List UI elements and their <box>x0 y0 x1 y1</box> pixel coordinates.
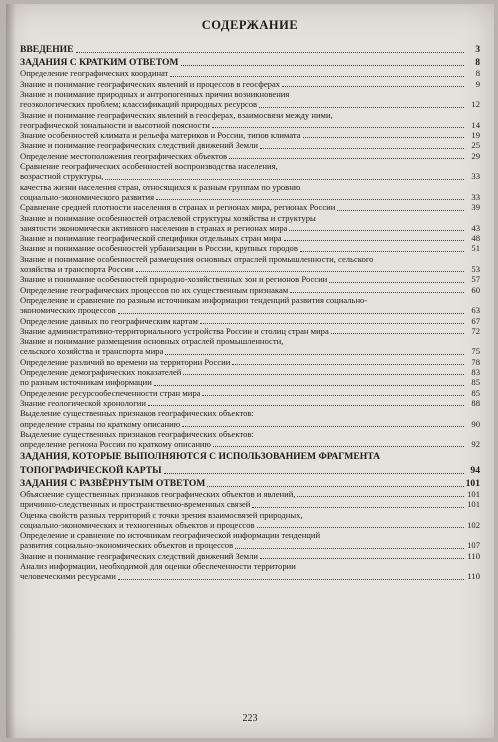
toc-entry-label: Знание и понимание географических явлений и процессов в геосферах <box>20 78 281 89</box>
toc-entry <box>20 110 480 120</box>
toc-entry <box>20 130 480 140</box>
toc-entry-page: 85 <box>471 387 480 398</box>
dot-leader <box>181 64 465 66</box>
dot-leader <box>165 353 464 355</box>
toc-entry <box>20 233 480 243</box>
toc-entry <box>20 99 480 109</box>
dot-leader <box>212 126 464 128</box>
toc-entry-page: 33 <box>471 171 480 182</box>
toc-entry-page: 92 <box>471 439 480 450</box>
toc-entry <box>20 561 480 571</box>
toc-entry-label: Анализ информации, необходимой для оценки обеспеченности территории <box>20 561 296 572</box>
toc-entry-page: 53 <box>471 264 480 275</box>
toc-entry <box>20 120 480 130</box>
toc-entry-label: Объяснение существенных признаков географических объектов и явлений, <box>20 489 296 499</box>
toc-entry-page: 8 <box>475 57 480 69</box>
toc-entry <box>20 89 480 99</box>
dot-leader <box>252 506 464 508</box>
toc-entry-page: 102 <box>467 519 480 530</box>
toc-entry-label: Знание особенностей климата и рельефа материков и России, типов климата <box>20 130 301 141</box>
toc-entry-page: 78 <box>471 356 480 367</box>
toc-entry-page: 88 <box>471 397 480 408</box>
dot-leader <box>259 106 464 108</box>
book-page <box>6 4 494 738</box>
toc-section <box>20 57 480 68</box>
dot-leader <box>260 147 464 149</box>
toc-entry-page: 25 <box>471 140 480 151</box>
toc-entry-label: хозяйства и транспорта России <box>20 264 134 275</box>
toc-entry <box>20 520 480 530</box>
page-number: 223 <box>242 713 258 724</box>
toc-entry-label: Определение и сравнение по разным источникам информации тенденций развития социально- <box>20 294 368 305</box>
toc-entry-label: Выделение существенных признаков географических объектов: <box>20 428 254 439</box>
toc-entry-label: Определение и сравнение по источникам географической информации тенденций <box>20 530 321 541</box>
toc-entry-page: 94 <box>470 464 480 476</box>
toc-entry-label: Знание и понимание географических явлений в геосферах, взаимосвязи между ними, <box>20 109 333 120</box>
toc-entry-label: ЗАДАНИЯ С КРАТКИМ ОТВЕТОМ <box>20 57 179 69</box>
dot-leader <box>148 404 464 406</box>
toc-entry-label: геоэкологических проблем; классификаций природных ресурсов <box>20 99 258 110</box>
toc-entry-label: возрастной структуры, <box>20 171 104 182</box>
toc-entry-label: сельского хозяйства и транспорта мира <box>20 346 164 357</box>
toc-section <box>20 451 480 462</box>
toc-entry-page: 29 <box>471 150 480 161</box>
toc-entry-page: 9 <box>475 78 480 89</box>
toc-entry-label: по разным источникам информации <box>20 377 152 388</box>
dot-leader <box>282 85 464 87</box>
toc-entry-page: 39 <box>471 202 480 213</box>
dot-leader <box>257 526 464 528</box>
toc-entry <box>20 439 480 449</box>
toc-entry-page: 43 <box>471 222 480 233</box>
toc-entry <box>20 357 480 367</box>
toc-entry-label: Определение демографических показателей <box>20 367 182 378</box>
toc-section <box>20 465 480 476</box>
dot-leader <box>337 209 464 211</box>
toc-entry-label: ЗАДАНИЯ, КОТОРЫЕ ВЫПОЛНЯЮТСЯ С ИСПОЛЬЗОВАНИЕМ ФРАГМЕНТА <box>20 451 381 463</box>
toc-entry-label: качества жизни населения стран, относящихся к разным группам по уровню <box>20 181 301 192</box>
toc-entry-label: Оценка свойств разных территорий с точки зрения взаимосвязей природных, <box>20 509 303 520</box>
toc-entry <box>20 551 480 561</box>
dot-leader <box>232 363 464 365</box>
toc-entry <box>20 326 480 336</box>
toc-entry <box>20 429 480 439</box>
table-of-contents <box>20 42 480 582</box>
toc-entry-page: 85 <box>471 377 480 388</box>
dot-leader <box>183 373 464 375</box>
toc-entry <box>20 499 480 509</box>
dot-leader <box>329 281 464 283</box>
toc-entry-page: 63 <box>471 305 480 316</box>
dot-leader <box>200 322 464 324</box>
dot-leader <box>260 557 464 559</box>
toc-entry-label: Знание и понимание особенностей размещения основных отраслей промышленности, сельского <box>20 253 374 264</box>
toc-entry-label: Определение географических координат <box>20 68 169 79</box>
toc-entry-page: 48 <box>471 233 480 244</box>
toc-entry <box>20 295 480 305</box>
toc-entry <box>20 305 480 315</box>
toc-entry <box>20 171 480 181</box>
toc-entry-label: Знание и понимание географических следствий движений Земли <box>20 550 258 561</box>
toc-entry <box>20 182 480 192</box>
dot-leader <box>331 332 464 334</box>
toc-entry-label: Определение различий во времени на территории России <box>20 356 231 367</box>
toc-entry-page: 51 <box>471 243 480 254</box>
toc-entry <box>20 489 480 499</box>
toc-entry <box>20 68 480 78</box>
toc-entry-label: Знание и понимание особенностей природно-хозяйственных зон и регионов России <box>20 274 328 285</box>
toc-entry-label: Сравнение географических особенностей воспроизводства населения, <box>20 161 278 172</box>
toc-entry-label: Знание и понимание размещения основных отраслей промышленности, <box>20 336 284 347</box>
toc-entry <box>20 264 480 274</box>
dot-leader <box>235 547 464 549</box>
toc-entry <box>20 530 480 540</box>
toc-entry-label: Знание геологической хронологии <box>20 397 146 408</box>
dot-leader <box>300 250 464 252</box>
toc-entry <box>20 367 480 377</box>
page-fold-shadow <box>6 4 16 738</box>
toc-entry-label: ВВЕДЕНИЕ <box>20 44 74 55</box>
dot-leader <box>182 425 464 427</box>
toc-entry <box>20 140 480 150</box>
toc-entry <box>20 254 480 264</box>
toc-entry-label: социально-экономического развития <box>20 191 155 202</box>
toc-entry <box>20 192 480 202</box>
toc-entry <box>20 79 480 89</box>
toc-entry-label: Определение географических процессов по их существенным признакам <box>20 284 289 295</box>
toc-entry <box>20 540 480 550</box>
dot-leader <box>290 291 464 293</box>
toc-entry-page: 107 <box>467 540 480 551</box>
toc-entry-page: 72 <box>471 325 480 336</box>
toc-entry <box>20 346 480 356</box>
toc-entry-label: географической зональности и высотной поясности <box>20 119 210 130</box>
toc-entry-label: определение страны по краткому описанию <box>20 418 181 429</box>
toc-entry <box>20 151 480 161</box>
toc-entry-page: 110 <box>467 550 480 561</box>
toc-entry <box>20 510 480 520</box>
dot-leader <box>284 239 464 241</box>
dot-leader <box>154 384 464 386</box>
toc-entry <box>20 213 480 223</box>
toc-entry-page: 90 <box>471 418 480 429</box>
toc-entry <box>20 388 480 398</box>
toc-entry-label: социально-экономических и техногенных объектов и процессов <box>20 519 255 530</box>
toc-entry-label: человеческими ресурсами <box>20 571 116 582</box>
toc-entry-label: экономических процессов <box>20 305 116 316</box>
toc-entry <box>20 202 480 212</box>
dot-leader <box>202 394 464 396</box>
toc-entry <box>20 274 480 284</box>
toc-section <box>20 44 480 55</box>
toc-entry-label: Определение данных по географическим картам <box>20 315 198 326</box>
dot-leader <box>105 178 464 180</box>
toc-entry-label: Знание и понимание особенностей урбанизации в России, крупных городов <box>20 243 298 254</box>
toc-entry <box>20 419 480 429</box>
dot-leader <box>297 495 464 497</box>
toc-entry <box>20 243 480 253</box>
toc-entry-label: Знание и понимание географических следствий движений Земли <box>20 140 258 151</box>
toc-entry-page: 75 <box>471 346 480 357</box>
toc-entry-label: Знание административно-территориального устройства России и столиц стран мира <box>20 325 329 336</box>
dot-leader <box>289 229 464 231</box>
toc-entry <box>20 223 480 233</box>
toc-entry <box>20 408 480 418</box>
dot-leader <box>156 198 464 200</box>
toc-section <box>20 478 480 489</box>
page-title: СОДЕРЖАНИЕ <box>201 18 299 32</box>
toc-entry-page: 67 <box>471 315 480 326</box>
toc-entry-label: Выделение существенных признаков географических объектов: <box>20 408 254 419</box>
toc-entry-label: ТОПОГРАФИЧЕСКОЙ КАРТЫ <box>20 464 162 476</box>
toc-entry-page: 101 <box>465 477 480 489</box>
toc-entry-page: 12 <box>471 99 480 110</box>
toc-entry-page: 14 <box>471 119 480 130</box>
toc-entry-label: Определение местоположения географических объектов <box>20 150 228 161</box>
toc-entry-label: Сравнение средней плотности населения в странах и регионах мира, регионах России <box>20 202 336 213</box>
dot-leader <box>303 136 464 138</box>
toc-entry-page: 33 <box>471 191 480 202</box>
toc-entry <box>20 398 480 408</box>
toc-entry <box>20 316 480 326</box>
toc-entry <box>20 161 480 171</box>
dot-leader <box>136 270 464 272</box>
toc-entry-page: 110 <box>467 571 480 582</box>
toc-entry-label: определение региона России по краткому описанию <box>20 439 211 450</box>
toc-entry-label: Определение ресурсообеспеченности стран мира <box>20 387 201 398</box>
toc-entry-page: 101 <box>467 499 480 510</box>
toc-entry <box>20 285 480 295</box>
toc-entry-page: 57 <box>471 274 480 285</box>
toc-entry-page: 19 <box>471 130 480 141</box>
toc-entry-page: 83 <box>471 367 480 378</box>
toc-entry-label: Знание и понимание географической специфики отдельных стран мира <box>20 233 282 244</box>
toc-entry-page: 3 <box>475 44 480 55</box>
toc-entry-label: развития социально-экономических объектов и процессов <box>20 540 234 551</box>
toc-entry <box>20 571 480 581</box>
toc-entry-label: Знание и понимание особенностей отраслевой структуры хозяйства и структуры <box>20 212 316 223</box>
dot-leader <box>118 312 464 314</box>
dot-leader <box>213 445 464 447</box>
toc-entry-label: занятости экономически активного населения в странах и регионах мира <box>20 222 288 233</box>
toc-entry-label: причинно-следственных и пространственно-временных связей <box>20 499 251 510</box>
dot-leader <box>118 578 464 580</box>
toc-entry-label: ЗАДАНИЯ С РАЗВЁРНУТЫМ ОТВЕТОМ <box>20 477 206 489</box>
toc-entry-label: Знание и понимание природных и антропогенных причин возникновения <box>20 89 290 99</box>
dot-leader <box>229 157 464 159</box>
toc-entry-page: 60 <box>471 284 480 295</box>
toc-entry-page: 8 <box>475 68 480 79</box>
dot-leader <box>170 75 464 77</box>
dot-leader <box>207 485 463 487</box>
dot-leader <box>76 51 464 53</box>
toc-entry <box>20 377 480 387</box>
toc-entry-page: 101 <box>467 489 480 499</box>
toc-entry <box>20 336 480 346</box>
dot-leader <box>164 472 464 474</box>
